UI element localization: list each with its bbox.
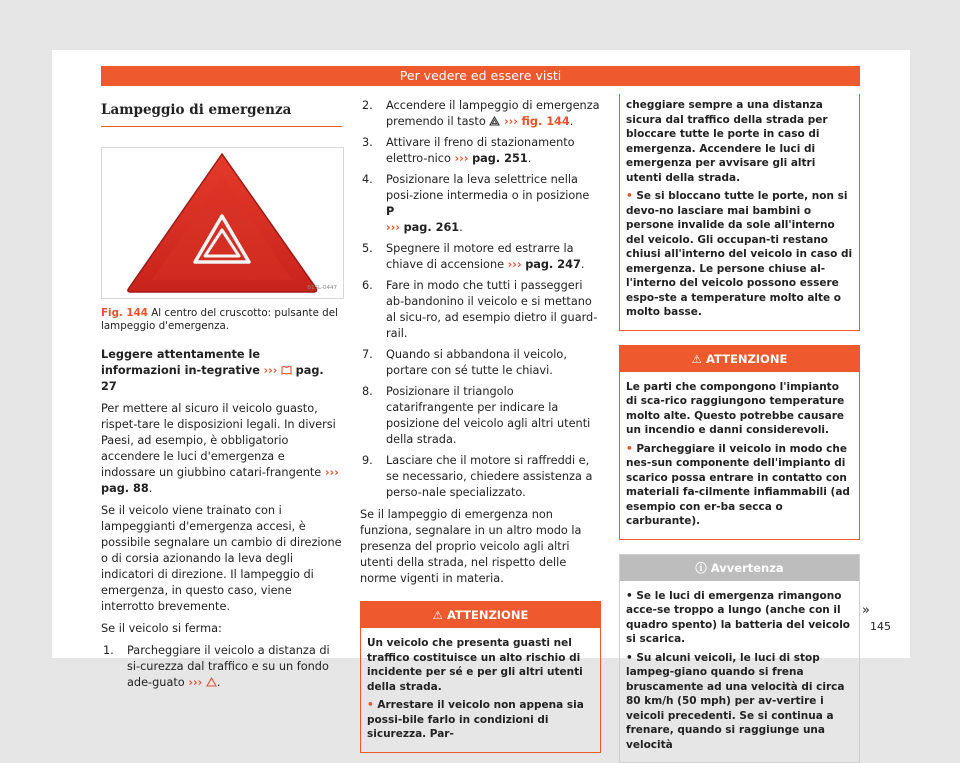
warning-bullet: [626, 442, 853, 529]
warning-title: ATTENZIONE: [447, 608, 528, 622]
page-ref[interactable]: fig. 144: [522, 115, 570, 128]
ref-arrows: ›››: [508, 258, 522, 271]
ref-arrows: ›››: [188, 676, 202, 689]
page-number: 145: [870, 620, 891, 633]
bullet-icon: •: [367, 699, 374, 711]
figure-label: Fig. 144: [101, 307, 148, 319]
bullet-icon: •: [626, 190, 633, 202]
step-number: 3.: [362, 135, 373, 151]
page-ref[interactable]: pag. 247: [525, 258, 581, 271]
fallback-paragraph: Se il lampeggio di emergenza non funziona, segnalare in un altro modo la presenza del proprio veicolo agli altri utenti della strada, nel rispetto delle norme vigenti in materia.: [360, 507, 601, 587]
warning-box-exhaust: [619, 345, 860, 540]
step-item: 3. Attivare il freno di stazionamento elettro-nico ››› pag. 251.: [360, 135, 601, 167]
step-number: 6.: [362, 278, 373, 294]
page-ref[interactable]: pag. 261: [404, 221, 460, 234]
step-number: 5.: [362, 241, 373, 257]
warning-body-continued: [620, 94, 859, 330]
step-item: [360, 278, 601, 342]
steps-list: [360, 98, 601, 501]
intro-page-ref[interactable]: pag. 27: [101, 364, 324, 393]
bullet-icon: •: [626, 443, 633, 455]
step-text: Parcheggiare il veicolo a distanza di si-curezza dal traffico e su un fondo ade-guato: [127, 644, 330, 689]
column-1: [101, 98, 342, 697]
step-item: 2. Accendere il lampeggio di emergenza premendo il tasto ››› fig. 144.: [360, 98, 601, 130]
info-icon: ⓘ: [695, 561, 707, 575]
ref-arrows: ›››: [386, 221, 400, 234]
note-header: [620, 555, 859, 581]
step-text: Quando si abbandona il veicolo, portare con sé tutte le chiavi.: [386, 348, 567, 377]
step-number: 4.: [362, 172, 373, 188]
step-text: Fare in modo che tutti i passeggeri ab-bandonino il veicolo e si mettano al sicu-ro, ad esempio dietro il guard-rail.: [386, 279, 597, 340]
warning-body: [361, 628, 600, 752]
paragraph-3: Se il veicolo si ferma:: [101, 621, 342, 637]
figure-caption-text: Al centro del cruscotto: pulsante del lampeggio d'emergenza.: [101, 307, 338, 332]
paragraph-1: Per mettere al sicuro il veicolo guasto, rispet-tare le disposizioni legali. In diversi Paesi, ad esempio, è obbligatorio accendere le luci d'emergenza e indossare un giubbino catari-frangente ››› pag. 88.: [101, 401, 342, 497]
step-number: 9.: [362, 453, 373, 469]
step-text: Accendere il lampeggio di emergenza premendo il tasto: [386, 99, 600, 128]
warning-box: [360, 601, 601, 753]
warning-header: [361, 602, 600, 628]
column-3: [619, 94, 860, 763]
warning-body: [620, 372, 859, 539]
paragraph-1-text: Per mettere al sicuro il veicolo guasto, rispet-tare le disposizioni legali. In diversi Paesi, ad esempio, è obbligatorio accendere le luci d'emergenza e indossare un giubbino catari-frangente: [101, 402, 336, 479]
hazard-button-icon: [489, 115, 500, 125]
continue-icon: »: [862, 603, 870, 618]
warning-box-continued: [619, 94, 860, 331]
ref-arrows: ›››: [455, 152, 469, 165]
note-bullet: [626, 589, 853, 647]
warning-bullet-text: Se si bloccano tutte le porte, non si devo-no lasciare mai bambini o persone invalide da sole all'interno del veicolo. Gli occupan-ti restano chiusi all'interno del veicolo in caso di emergenza. Le persone chiuse al-l'interno del veicolo possono essere espo-ste a temperature molto alte o molto basse.: [626, 190, 852, 318]
step-item: [360, 347, 601, 379]
warning-icon: ⚠: [692, 352, 702, 366]
steps-list-start: [101, 643, 342, 691]
step-text: Posizionare la leva selettrice nella posi-zione intermedia o in posizione: [386, 173, 589, 202]
warning-triangle-icon: [206, 676, 217, 686]
bullet-icon: •: [626, 652, 633, 664]
note-title: Avvertenza: [711, 561, 784, 575]
step-text: Attivare il freno di stazionamento elettro-nico: [386, 136, 575, 165]
step-item: [360, 384, 601, 448]
warning-bullet: [626, 189, 853, 320]
bullet-icon: •: [626, 590, 633, 602]
paragraph-2: Se il veicolo viene trainato con i lampeggianti d'emergenza accesi, è possibile segnalare un cambio di direzione o di corsia azionando la leva degli indicatori di direzione. Il lampeggio di emergenza, in questo caso, viene interrotto brevemente.: [101, 503, 342, 615]
ref-arrows: ›››: [263, 364, 277, 377]
note-bullet-text: Se le luci di emergenza rimangono acce-se troppo a lungo (anche con il quadro spento) la batteria del veicolo si scarica.: [626, 590, 850, 646]
intro-bold-text: Leggere attentamente le informazioni in-tegrative: [101, 348, 260, 377]
figure-caption: [101, 307, 342, 333]
hazard-button-illustration: [102, 148, 343, 298]
ref-arrows: ›››: [504, 115, 518, 128]
step-number: 2.: [362, 98, 373, 114]
figure-144: [101, 147, 344, 299]
warning-bullet-text: Parcheggiare il veicolo in modo che nes-sun componente dell'impianto di scarico possa entrare in contatto con materiali fa-cilmente infiammabili (ad esempio con er-ba secca o carburante).: [626, 443, 850, 528]
gear-position-label: P: [386, 205, 394, 218]
chapter-header: Per vedere ed essere visti: [101, 66, 860, 86]
step-item: [360, 453, 601, 501]
warning-bullet-text: Arrestare il veicolo non appena sia possi-bile farlo in condizioni di sicurezza. Par-: [367, 699, 584, 740]
figure-code: B1SL-0447: [307, 280, 337, 296]
section-title: Lampeggio di emergenza: [101, 98, 342, 127]
step-number: 8.: [362, 384, 373, 400]
warning-icon: ⚠: [433, 608, 443, 622]
step-item: 4. Posizionare la leva selettrice nella posi-zione intermedia o in posizione P ››› pag. 261.: [360, 172, 601, 236]
note-bullet-text: Su alcuni veicoli, le luci di stop lampeg-giano quando si frena bruscamente ad una velocità di circa 80 km/h (50 mph) per av-vertire i veicoli precedenti. Se si continua a frenare, quando si raggiunge una velocità: [626, 652, 844, 751]
step-number: 1.: [103, 643, 114, 659]
warning-continued-text: cheggiare sempre a una distanza sicura dal traffico della strada per bloccare tutte le porte in caso di emergenza. Accendere le luci di emergenza per avvisare gli altri utenti della strada.: [626, 98, 853, 185]
warning-text: Un veicolo che presenta guasti nel traffico costituisce un alto rischio di incidente per sé e per gli altri utenti della strada.: [367, 636, 594, 694]
note-box: [619, 554, 860, 763]
step-item: 1. Parcheggiare il veicolo a distanza di si-curezza dal traffico e su un fondo ade-guato ››› .: [101, 643, 342, 691]
note-bullet: [626, 651, 853, 753]
column-2: [360, 98, 601, 753]
book-icon: [281, 364, 292, 374]
page-ref[interactable]: pag. 251: [472, 152, 528, 165]
step-item: 5. Spegnere il motore ed estrarre la chiave di accensione ››› pag. 247.: [360, 241, 601, 273]
step-text: Posizionare il triangolo catarifrangente per indicare la posizione del veicolo agli altri utenti della strada.: [386, 385, 590, 446]
step-text: Spegnere il motore ed estrarre la chiave di accensione: [386, 242, 574, 271]
step-number: 7.: [362, 347, 373, 363]
warning-title: ATTENZIONE: [706, 352, 787, 366]
note-body: [620, 581, 859, 763]
ref-arrows: ›››: [325, 466, 339, 479]
step-text: Lasciare che il motore si raffreddi e, se necessario, chiedere assistenza a perso-nale specializzato.: [386, 454, 592, 499]
warning-text: Le parti che compongono l'impianto di sca-rico raggiungono temperature molto alte. Questo potrebbe causare un incendio e danni considerevoli.: [626, 380, 853, 438]
paragraph-1-page-ref[interactable]: pag. 88: [101, 482, 149, 495]
warning-bullet: [367, 698, 594, 742]
intro-paragraph: [101, 347, 342, 395]
warning-header: [620, 346, 859, 372]
